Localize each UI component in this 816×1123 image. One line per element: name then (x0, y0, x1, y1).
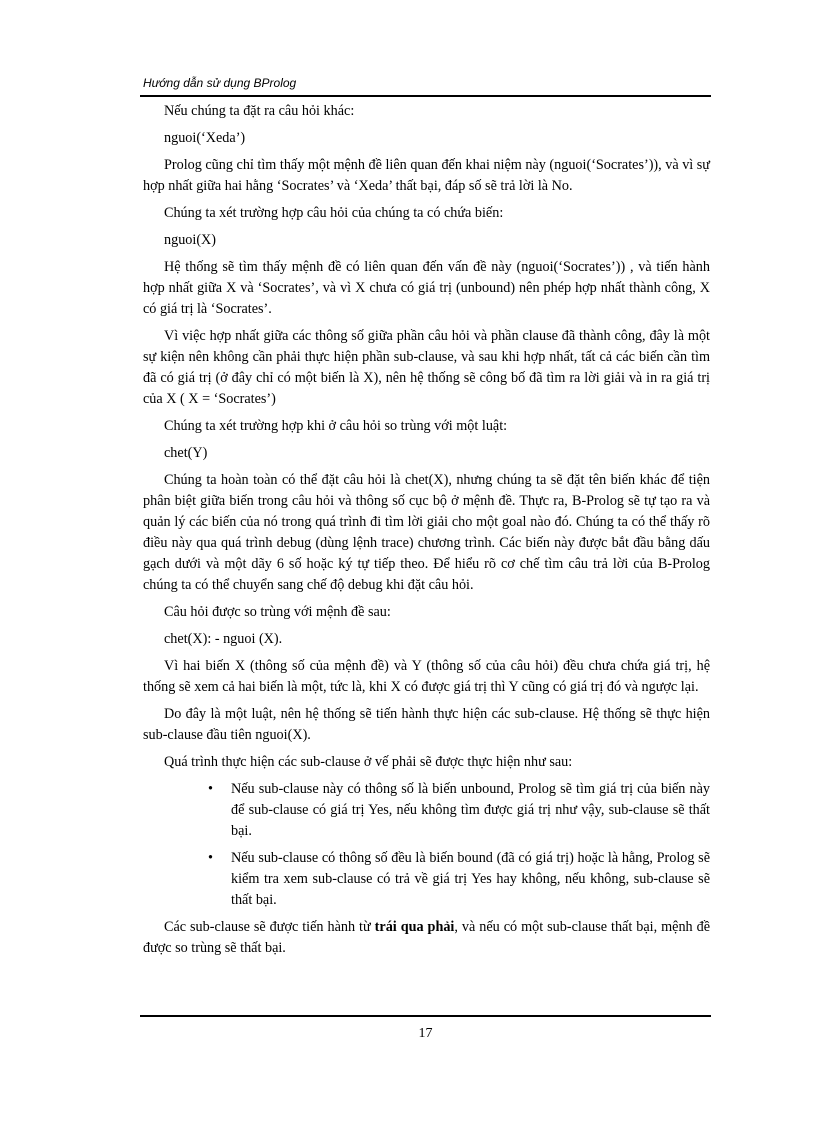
closing-text-after: , và nếu có một sub-clause thất bại, mệnh đề được so trùng sẽ thất bại. (143, 919, 710, 956)
paragraph: Chúng ta xét trường hợp câu hỏi của chúng ta có chứa biến: (164, 205, 504, 221)
bullet-list (143, 779, 710, 911)
code-query: nguoi(‘Xeda’) (164, 130, 246, 146)
code-query: chet(Y) (164, 445, 208, 461)
paragraph: Hệ thống sẽ tìm thấy mệnh đề có liên quan đến vấn đề này (nguoi(‘Socrates’)) , và tiến hành hợp nhất giữa X và ‘Socrates’, và vì X chưa có giá trị (unbound) nên phép hợp nhất thành công, X có giá trị là ‘Socrates’. (143, 259, 710, 317)
emphasis-left-to-right: trái qua phải (374, 919, 455, 935)
paragraph: Chúng ta hoàn toàn có thể đặt câu hỏi là chet(X), nhưng chúng ta sẽ đặt tên biến khác để tiện phân biệt giữa biến trong câu hỏi và thông số cục bộ ở mệnh đề. Thực ra, B-Prolog sẽ tự tạo ra và quản lý các biến của nó trong quá trình đi tìm lời giải cho một goal nào đó. Chúng ta có thể thấy rõ điều này qua quá trình debug (dùng lệnh trace) chương trình. Các biến này được bắt đầu bằng dấu gạch dưới và một dãy 6 số hoặc ký tự tiếp theo. Để hiểu rõ cơ chế tìm câu trả lời của B-Prolog chúng ta có thể chuyển sang chế độ debug khi đặt câu hỏi. (143, 472, 710, 593)
paragraph: Prolog cũng chỉ tìm thấy một mệnh đề liên quan đến khai niệm này (nguoi(‘Socrates’)), và vì sự hợp nhất giữa hai hằng ‘Socrates’ và ‘Xeda’ thất bại, đáp số sẽ trả lời là No. (143, 157, 710, 194)
footer-divider (140, 1015, 711, 1017)
code-query: nguoi(X) (164, 232, 217, 248)
paragraph: Câu hỏi được so trùng với mệnh đề sau: (164, 604, 391, 620)
header-divider (140, 95, 711, 97)
running-header: Hướng dẫn sử dụng BProlog (143, 76, 297, 90)
list-item (208, 848, 710, 911)
paragraph: Nếu chúng ta đặt ra câu hỏi khác: (164, 103, 355, 119)
paragraph: Quá trình thực hiện các sub-clause ở vế phải sẽ được thực hiện như sau: (164, 754, 573, 770)
bullet-marker: • (208, 781, 213, 797)
closing-paragraph (143, 917, 710, 959)
closing-text-before: Các sub-clause sẽ được tiến hành từ (164, 919, 375, 935)
page-body (143, 101, 710, 965)
list-item-text: Nếu sub-clause có thông số đều là biến bound (đã có giá trị) hoặc là hằng, Prolog sẽ kiểm tra xem sub-clause có trả về giá trị Yes hay không, nếu không, sub-clause sẽ thất bại. (231, 850, 710, 908)
paragraph: Vì hai biến X (thông số của mệnh đề) và Y (thông số của câu hỏi) đều chưa chứa giá trị, hệ thống sẽ xem cả hai biến là một, tức là, khi X có được giá trị thì Y cũng có giá trị đó và ngược lại. (143, 658, 710, 695)
code-rule: chet(X): - nguoi (X). (164, 631, 283, 647)
bullet-marker: • (208, 850, 213, 866)
paragraph: Do đây là một luật, nên hệ thống sẽ tiến hành thực hiện các sub-clause. Hệ thống sẽ thực hiện sub-clause đầu tiên nguoi(X). (143, 706, 710, 743)
list-item (208, 779, 710, 842)
page-number: 17 (418, 1026, 433, 1041)
paragraph: Chúng ta xét trường hợp khi ở câu hỏi so trùng với một luật: (164, 418, 508, 434)
paragraph: Vì việc hợp nhất giữa các thông số giữa phần câu hỏi và phần clause đã thành công, đây là một sự kiện nên không cần phải thực hiện phần sub-clause, và sau khi hợp nhất, tất cả các biến cần tìm đã có giá trị (ở đây chỉ có một biến là X), nên hệ thống sẽ công bố đã tìm ra lời giải và in ra giá trị của X ( X = ‘Socrates’) (143, 328, 710, 407)
list-item-text: Nếu sub-clause này có thông số là biến unbound, Prolog sẽ tìm giá trị của biến này để sub-clause có giá trị Yes, nếu không tìm được giá trị như vậy, sub-clause sẽ thất bại. (231, 781, 710, 839)
